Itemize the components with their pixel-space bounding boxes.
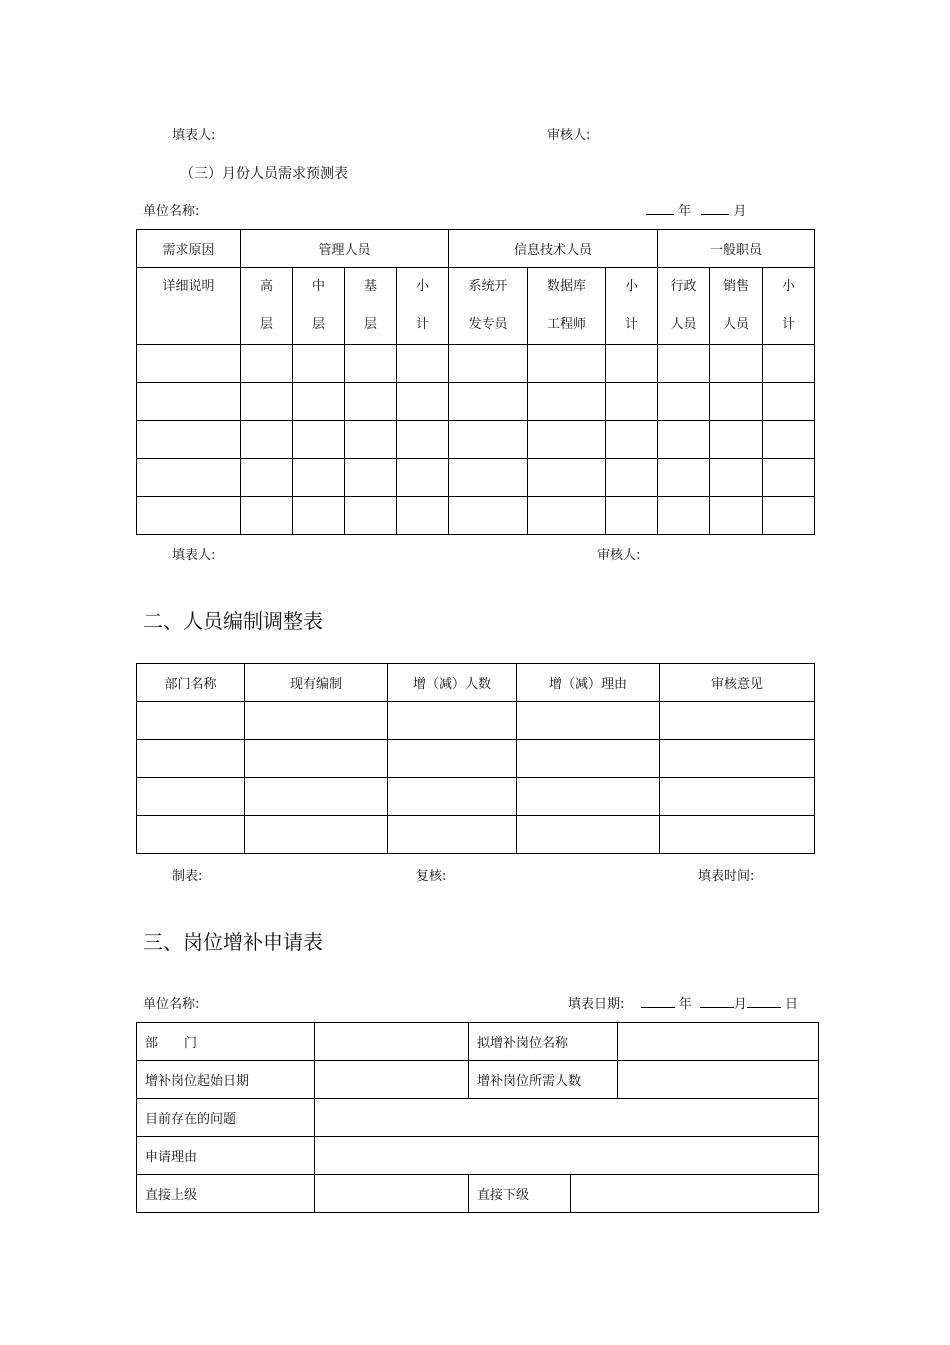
section2-checker-label: 复核:	[416, 869, 447, 884]
table-header-row	[137, 664, 815, 702]
reason-value[interactable]	[315, 1137, 819, 1175]
col-reason-header: 需求原因	[137, 230, 241, 268]
table-row	[137, 421, 815, 459]
detail-header: 详细说明	[137, 268, 241, 345]
section1-subtitle: （三）月份人员需求预测表	[180, 166, 348, 182]
proposed-position-label: 拟增补岗位名称	[469, 1023, 618, 1061]
dept-value[interactable]	[315, 1023, 469, 1061]
day-label: 日	[784, 997, 798, 1012]
year-label: 年	[678, 204, 692, 219]
start-date-value[interactable]	[315, 1061, 469, 1099]
table-row	[137, 459, 815, 497]
headcount-value[interactable]	[618, 1061, 819, 1099]
demand-forecast-table	[136, 229, 815, 535]
table-row	[137, 702, 815, 740]
direct-superior-value[interactable]	[315, 1175, 469, 1213]
review-opinion-header: 审核意见	[660, 664, 815, 702]
year-label: 年	[678, 997, 692, 1012]
section1-filler-label: 填表人:	[172, 548, 216, 563]
year-blank	[646, 202, 674, 215]
reason-label: 申请理由	[137, 1137, 315, 1175]
position-request-table	[136, 1022, 819, 1213]
table-row	[137, 497, 815, 535]
top-reviewer-label: 审核人:	[547, 128, 591, 143]
staffing-adjustment-table	[136, 663, 815, 854]
year-blank	[641, 995, 675, 1008]
it-sysdev-header: 系统开 发专员	[449, 268, 528, 345]
it-dbeng-header: 数据库 工程师	[528, 268, 606, 345]
section2-maker-label: 制表:	[172, 869, 203, 884]
group-it-header: 信息技术人员	[449, 230, 658, 268]
month-label: 月	[733, 204, 747, 219]
table-row	[137, 740, 815, 778]
section3-unit-label: 单位名称:	[143, 997, 200, 1012]
change-count-header: 增（减）人数	[388, 664, 517, 702]
section3-date-line	[568, 993, 798, 1012]
group-general-header: 一般职员	[658, 230, 815, 268]
current-problem-label: 目前存在的问题	[137, 1099, 315, 1137]
table-header-row	[137, 230, 815, 268]
gen-admin-header: 行政 人员	[658, 268, 710, 345]
table-row	[137, 345, 815, 383]
top-filler-label: 填表人:	[172, 128, 216, 143]
table-row	[137, 383, 815, 421]
group-mgmt-header: 管理人员	[241, 230, 449, 268]
dept-name-header: 部门名称	[137, 664, 245, 702]
table-row	[137, 1137, 819, 1175]
section1-date-line	[646, 200, 746, 219]
table-subheader-row	[137, 268, 815, 345]
section1-reviewer-label: 审核人:	[597, 548, 641, 563]
direct-subordinate-label: 直接下级	[469, 1175, 571, 1213]
start-date-label: 增补岗位起始日期	[137, 1061, 315, 1099]
table-row	[137, 1175, 819, 1213]
mgmt-mid-header: 中 层	[293, 268, 345, 345]
month-blank	[700, 995, 734, 1008]
gen-subtotal-header: 小 计	[763, 268, 815, 345]
dept-label: 部 门	[137, 1023, 315, 1061]
table-row	[137, 1099, 819, 1137]
table-row	[137, 778, 815, 816]
direct-superior-label: 直接上级	[137, 1175, 315, 1213]
section2-date-label: 填表时间:	[698, 869, 755, 884]
section2-heading: 二、人员编制调整表	[143, 609, 323, 633]
proposed-position-value[interactable]	[618, 1023, 819, 1061]
current-staffing-header: 现有编制	[245, 664, 388, 702]
gen-sales-header: 销售 人员	[710, 268, 763, 345]
table-row	[137, 1023, 819, 1061]
current-problem-value[interactable]	[315, 1099, 819, 1137]
day-blank	[747, 995, 781, 1008]
fill-date-label: 填表日期:	[568, 997, 625, 1012]
section1-unit-label: 单位名称:	[143, 204, 200, 219]
month-label: 月	[733, 997, 747, 1012]
month-blank	[701, 202, 729, 215]
section3-heading: 三、岗位增补申请表	[143, 930, 323, 954]
it-subtotal-header: 小 计	[606, 268, 658, 345]
mgmt-base-header: 基 层	[345, 268, 397, 345]
mgmt-high-header: 高 层	[241, 268, 293, 345]
change-reason-header: 增（减）理由	[517, 664, 660, 702]
table-row	[137, 1061, 819, 1099]
direct-subordinate-value[interactable]	[571, 1175, 819, 1213]
mgmt-subtotal-header: 小 计	[397, 268, 449, 345]
table-row	[137, 816, 815, 854]
headcount-label: 增补岗位所需人数	[469, 1061, 618, 1099]
